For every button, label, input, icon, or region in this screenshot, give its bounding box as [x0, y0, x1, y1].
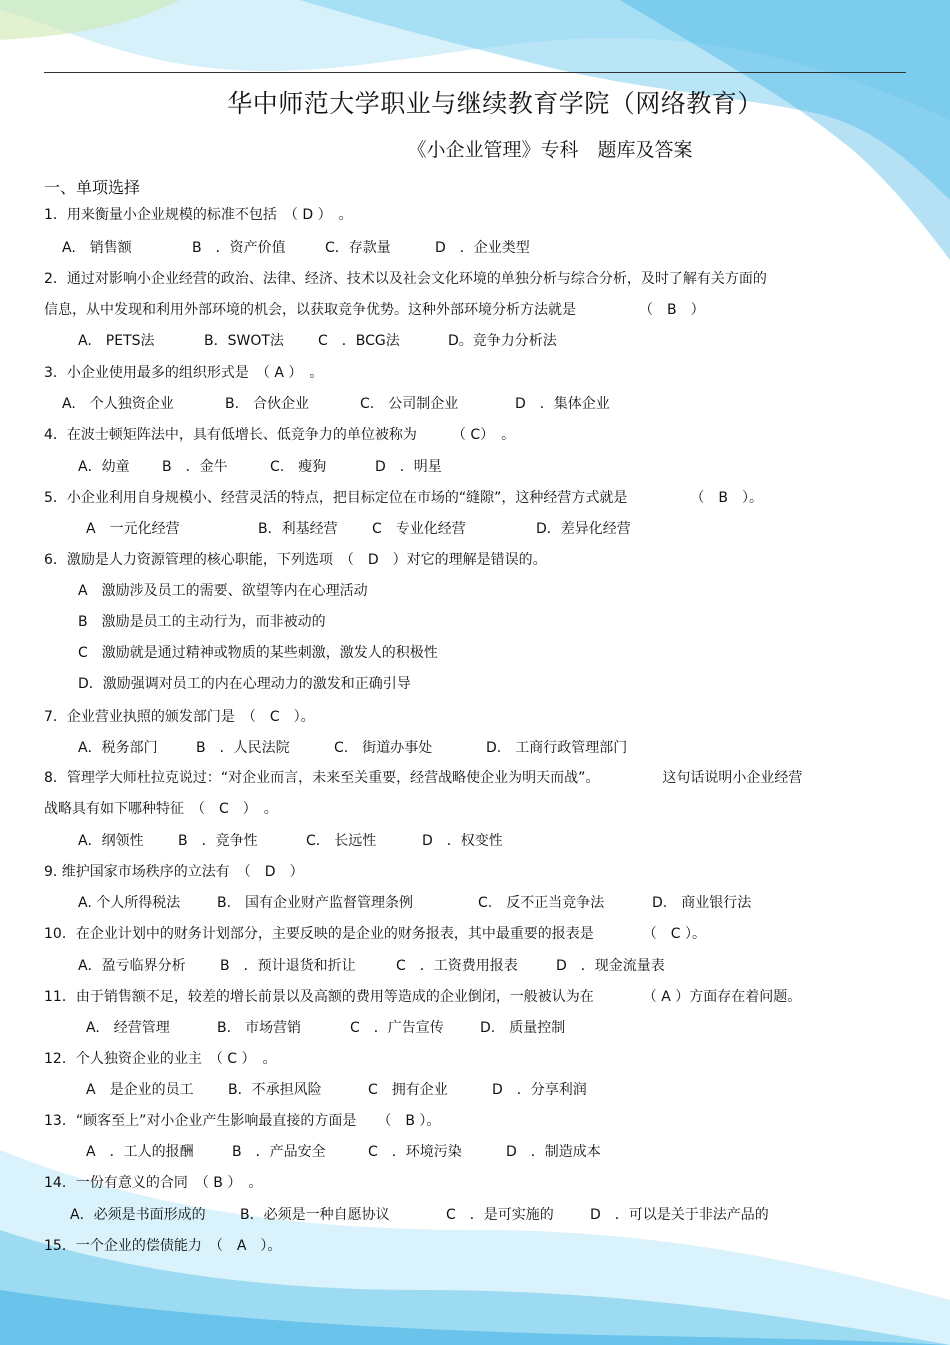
q8-option-a: A．纲领性: [78, 833, 144, 849]
q14-option-d: D ．可以是关于非法产品的: [590, 1207, 769, 1223]
question-4: 4．在波士顿矩阵法中，具有低增长、低竞争力的单位被称为 （ C） 。: [44, 427, 516, 443]
q5-option-c: C 专业化经营: [372, 521, 466, 537]
q10-option-b: B ．预计退货和折让: [220, 958, 356, 974]
page-title: 华中师范大学职业与继续教育学院（网络教育）: [227, 89, 763, 118]
q10-option-d: D ．现金流量表: [556, 958, 665, 974]
question-8-cont: 战略具有如下哪种特征 （ C ） 。: [44, 801, 278, 817]
question-13: 13．“顾客至上”对小企业产生影响最直接的方面是 （ B ）。: [44, 1113, 441, 1129]
q11-option-c: C ．广告宣传: [350, 1020, 444, 1036]
q10-option-c: C ．工资费用报表: [396, 958, 518, 974]
q8-option-b: B ．竞争性: [178, 833, 258, 849]
q8-option-c: C. 长远性: [306, 833, 377, 849]
q12-option-d: D ．分享利润: [492, 1082, 587, 1098]
q11-option-d: D. 质量控制: [480, 1020, 566, 1036]
q14-option-c: C ．是可实施的: [446, 1207, 554, 1223]
q7-option-a: A．税务部门: [78, 740, 158, 756]
q5-option-b: B．利基经营: [258, 521, 338, 537]
question-5: 5．小企业利用自身规模小、经营灵活的特点，把目标定位在市场的“缝隙”，这种经营方式就是 （ B ）。: [44, 490, 764, 506]
question-1: 1．用来衡量小企业规模的标准不包括 （ D ） 。: [44, 207, 353, 223]
q13-option-b: B ．产品安全: [232, 1144, 326, 1160]
q3-option-a: A. 个人独资企业: [62, 396, 174, 412]
q9-option-b: B. 国有企业财产监督管理条例: [217, 895, 414, 911]
q5-option-d: D．差异化经营: [536, 521, 631, 537]
question-14: 14．一份有意义的合同 （ B ） 。: [44, 1175, 263, 1191]
q1-option-b: B ．资产价值: [192, 240, 286, 256]
q9-option-c: C. 反不正当竞争法: [478, 895, 605, 911]
q13-option-d: D ．制造成本: [506, 1144, 601, 1160]
q1-option-c: C．存款量: [325, 240, 391, 256]
question-9: 9. 维护国家市场秩序的立法有 （ D ）: [44, 864, 304, 880]
q5-option-a: A 一元化经营: [86, 521, 180, 537]
q12-option-b: B．不承担风险: [228, 1082, 322, 1098]
q12-option-a: A 是企业的员工: [86, 1082, 194, 1098]
question-11: 11．由于销售额不足，较差的增长前景以及高额的费用等造成的企业倒闭，一般被认为在 （ A ）方面存在着问题。: [44, 989, 802, 1005]
question-2-cont: 信息，从中发现和利用外部环境的机会，以获取竞争优势。这种外部环境分析方法就是 （ B ）: [44, 302, 705, 318]
q11-option-a: A. 经营管理: [86, 1020, 170, 1036]
q6-option-c: C 激励就是通过精神或物质的某些刺激，激发人的积极性: [78, 645, 438, 661]
q7-option-d: D. 工商行政管理部门: [486, 740, 628, 756]
q3-option-c: C. 公司制企业: [360, 396, 459, 412]
q13-option-c: C ．环境污染: [368, 1144, 462, 1160]
q3-option-d: D ．集体企业: [515, 396, 610, 412]
q14-option-a: A．必须是书面形成的: [70, 1207, 206, 1223]
q1-option-a: A. 销售额: [62, 240, 132, 256]
header-rule: [44, 72, 906, 73]
q4-option-d: D ．明星: [375, 459, 442, 475]
question-8: 8．管理学大师杜拉克说过：“对企业而言，未来至关重要，经营战略使企业为明天而战”。 这句话说明小企业经营: [44, 770, 803, 786]
question-2: 2．通过对影响小企业经营的政治、法律、经济、技术以及社会文化环境的单独分析与综合分析，及时了解有关方面的: [44, 271, 767, 287]
q2-option-d: D。竞争力分析法: [448, 333, 557, 349]
question-12: 12．个人独资企业的业主 （ C ） 。: [44, 1051, 277, 1067]
q11-option-b: B. 市场营销: [217, 1020, 302, 1036]
q12-option-c: C 拥有企业: [368, 1082, 448, 1098]
q2-option-a: A. PETS法: [78, 333, 155, 349]
q2-option-b: B．SWOT法: [204, 333, 284, 349]
section-heading: 一、单项选择: [44, 178, 141, 197]
q2-option-c: C ．BCG法: [318, 333, 400, 349]
question-7: 7．企业营业执照的颁发部门是 （ C ）。: [44, 709, 315, 725]
question-10: 10．在企业计划中的财务计划部分，主要反映的是企业的财务报表，其中最重要的报表是 （ C ）。: [44, 926, 707, 942]
q1-option-d: D ．企业类型: [435, 240, 530, 256]
q14-option-b: B．必须是一种自愿协议: [240, 1207, 390, 1223]
q6-option-d: D．激励强调对员工的内在心理动力的激发和正确引导: [78, 676, 411, 692]
q3-option-b: B. 合伙企业: [225, 396, 310, 412]
question-15: 15．一个企业的偿债能力 （ A ）。: [44, 1238, 282, 1254]
q7-option-b: B ．人民法院: [196, 740, 290, 756]
q6-option-a: A 激励涉及员工的需要、欲望等内在心理活动: [78, 583, 368, 599]
question-6: 6．激励是人力资源管理的核心职能，下列选项 （ D ）对它的理解是错误的。: [44, 552, 547, 568]
q10-option-a: A．盈亏临界分析: [78, 958, 186, 974]
q9-option-d: D. 商业银行法: [652, 895, 752, 911]
q9-option-a: A. 个人所得税法: [78, 895, 181, 911]
page-subtitle: 《小企业管理》专科 题库及答案: [407, 139, 693, 161]
q6-option-b: B 激励是员工的主动行为，而非被动的: [78, 614, 326, 630]
q4-option-c: C. 瘦狗: [270, 459, 327, 475]
q13-option-a: A ．工人的报酬: [86, 1144, 194, 1160]
q4-option-b: B ．金牛: [162, 459, 228, 475]
q7-option-c: C. 街道办事处: [334, 740, 433, 756]
question-3: 3．小企业使用最多的组织形式是 （ A ） 。: [44, 365, 324, 381]
q8-option-d: D ．权变性: [422, 833, 503, 849]
q4-option-a: A．幼童: [78, 459, 130, 475]
